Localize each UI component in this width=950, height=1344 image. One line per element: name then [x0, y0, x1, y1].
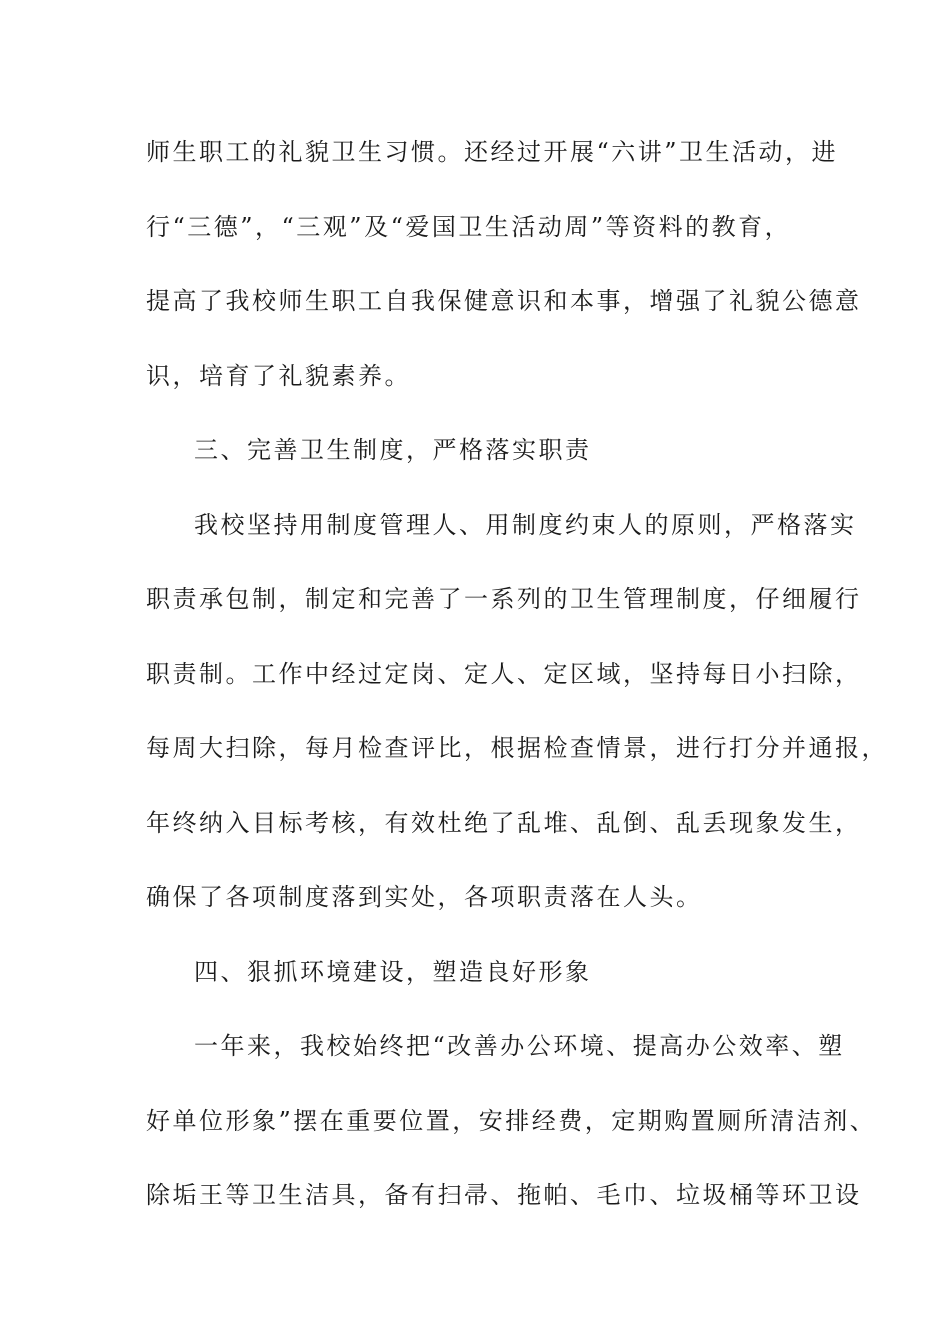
body-text-line: 好单位形象”摆在重要位置，安排经费，定期购置厕所清洁剂、	[146, 1107, 877, 1135]
body-text-line: 确保了各项制度落到实处，各项职责落在人头。	[146, 883, 703, 911]
body-text-line: 识，培育了礼貌素养。	[146, 362, 411, 390]
body-text-line: 一年来，我校始终把“改善办公环境、提高办公效率、塑	[194, 1032, 845, 1060]
body-text-line: 行“三德”，“三观”及“爱国卫生活动周”等资料的教育，	[146, 213, 792, 241]
section-heading: 三、完善卫生制度，严格落实职责	[194, 436, 592, 464]
body-text-line: 职责承包制，制定和完善了一系列的卫生管理制度，仔细履行	[146, 585, 862, 613]
body-text-line: 职责制。工作中经过定岗、定人、定区域，坚持每日小扫除，	[146, 660, 862, 688]
body-text-line: 除垢王等卫生洁具，备有扫帚、拖帕、毛巾、垃圾桶等环卫设	[146, 1181, 862, 1209]
section-heading: 四、狠抓环境建设，塑造良好形象	[194, 958, 592, 986]
body-text-line: 年终纳入目标考核，有效杜绝了乱堆、乱倒、乱丢现象发生，	[146, 809, 862, 837]
body-text-line: 提高了我校师生职工自我保健意识和本事，增强了礼貌公德意	[146, 287, 862, 315]
body-text-line: 每周大扫除，每月检查评比，根据检查情景，进行打分并通报，	[146, 734, 888, 762]
body-text-line: 师生职工的礼貌卫生习惯。还经过开展“六讲”卫生活动，进	[146, 138, 839, 166]
body-text-line: 我校坚持用制度管理人、用制度约束人的原则，严格落实	[194, 511, 857, 539]
